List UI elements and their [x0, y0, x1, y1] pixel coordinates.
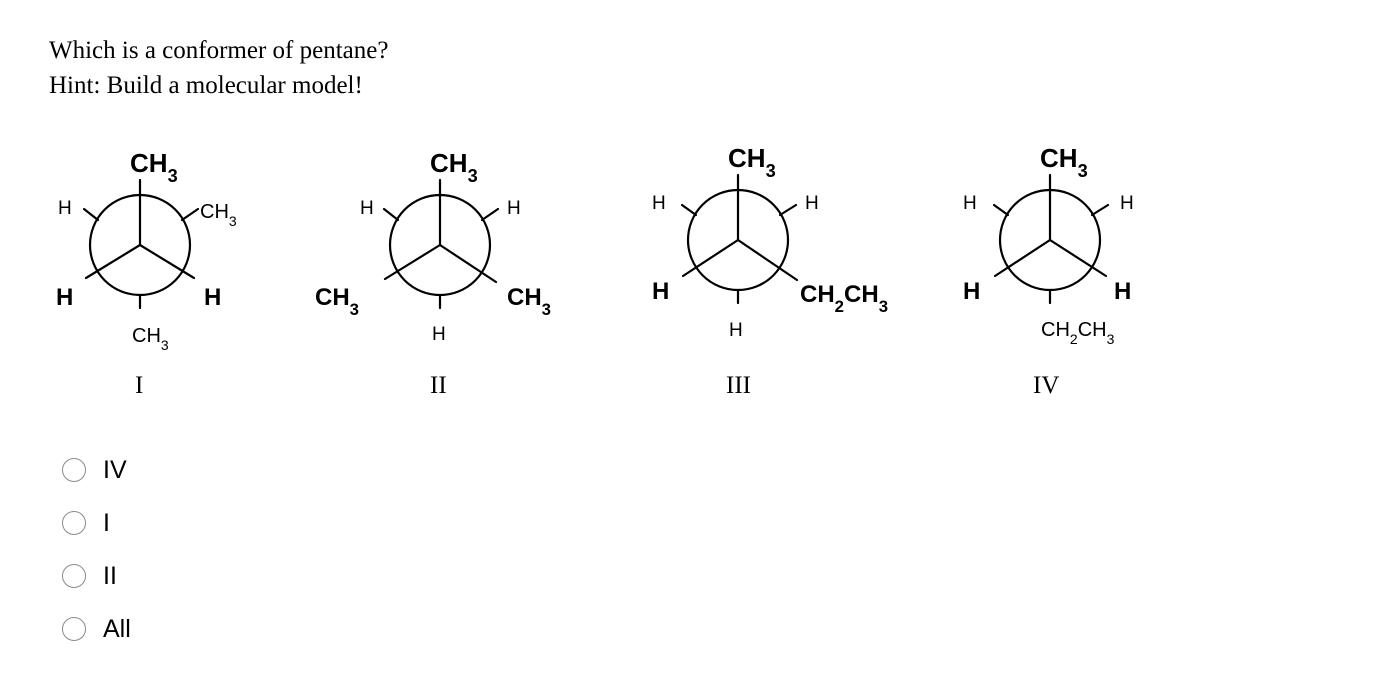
front-top-label-iii: $CH_3$: [728, 143, 776, 181]
back-bottom-label-iv: $CH_2CH_3$: [1041, 319, 1115, 347]
back-upper-right-label-ii: H: [507, 198, 521, 219]
back-upper-left-label-iii: H: [652, 193, 666, 214]
option-iv[interactable]: [62, 450, 131, 490]
front-top-label-i: $CH_3$: [130, 148, 178, 186]
front-lower-left-label-iv: H: [963, 278, 981, 305]
back-bottom-label-ii: H: [432, 324, 446, 345]
option-label: All: [103, 614, 131, 643]
radio-button[interactable]: [62, 511, 86, 535]
back-upper-left-label-i: H: [58, 198, 72, 219]
radio-button[interactable]: [62, 564, 86, 588]
option-label: II: [103, 561, 117, 590]
option-label: I: [103, 508, 110, 537]
radio-button[interactable]: [62, 617, 86, 641]
back-upper-right-label-iv: H: [1120, 193, 1134, 214]
front-lower-right-label-ii: $CH_3$: [507, 284, 552, 319]
question-line: Which is a conformer of pentane?: [49, 37, 389, 64]
front-top-label-ii: $CH_3$: [430, 148, 478, 186]
front-lower-right-label-iii: $CH_2CH_3$: [800, 281, 889, 316]
structure-numeral-ii: II: [430, 372, 447, 399]
back-upper-left-label-ii: H: [360, 198, 374, 219]
option-label: IV: [103, 455, 127, 484]
back-upper-right-label-iii: H: [805, 193, 819, 214]
answer-options: [62, 450, 131, 662]
back-upper-left-label-iv: H: [963, 193, 977, 214]
hint-line: Hint: Build a molecular model!: [49, 72, 363, 99]
back-bottom-label-i: $CH_3$: [132, 325, 169, 353]
structure-numeral-iv: IV: [1033, 372, 1060, 399]
structure-numeral-iii: III: [726, 372, 751, 399]
option-i[interactable]: [62, 503, 131, 543]
front-lower-left-label-iii: H: [652, 278, 670, 305]
back-upper-right-label-i: $CH_3$: [200, 201, 237, 229]
structure-numeral-i: I: [135, 372, 144, 399]
radio-button[interactable]: [62, 458, 86, 482]
front-top-label-iv: $CH_3$: [1040, 143, 1088, 181]
front-lower-right-label-iv: H: [1114, 278, 1132, 305]
front-lower-left-label-i: H: [56, 284, 74, 311]
front-lower-right-label-i: H: [204, 284, 222, 311]
option-ii[interactable]: [62, 556, 131, 596]
front-lower-left-label-ii: $CH_3$: [315, 284, 360, 319]
back-bottom-label-iii: H: [729, 320, 743, 341]
option-all[interactable]: [62, 609, 131, 649]
